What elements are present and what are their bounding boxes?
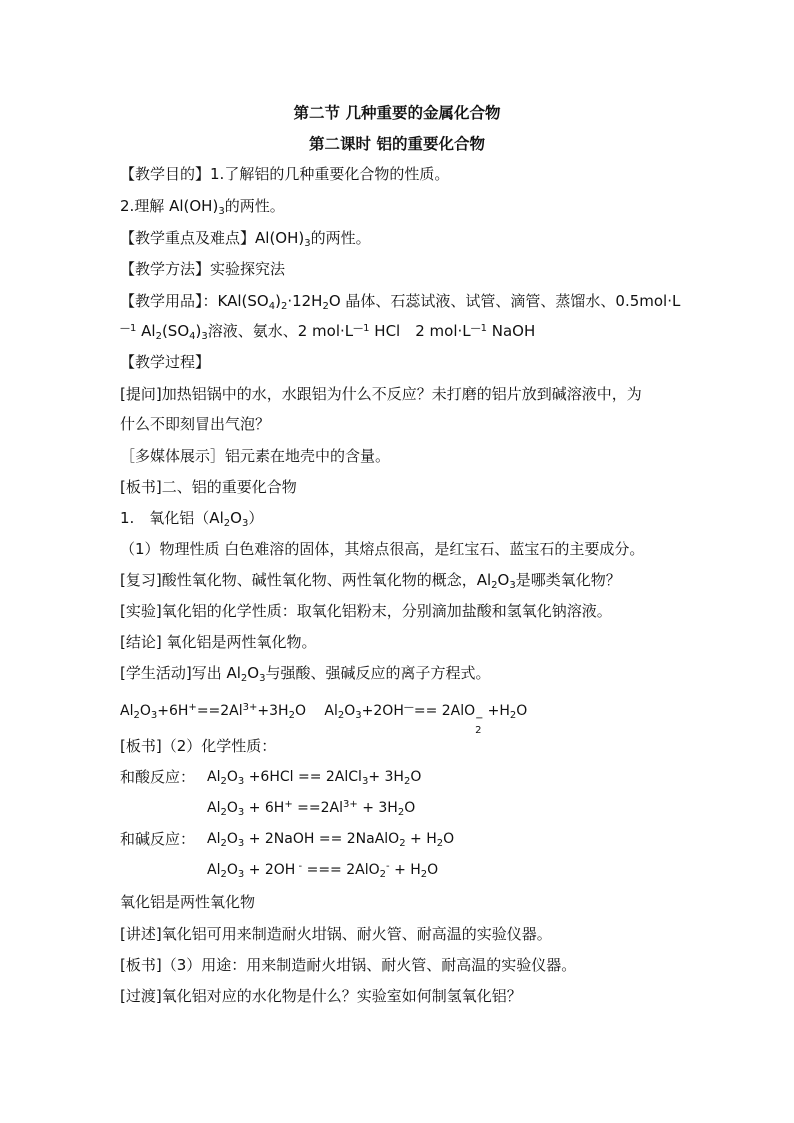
text-part: 是哪类氧化物？ bbox=[515, 571, 621, 589]
board-line-2: [板书]（2）化学性质： bbox=[120, 737, 277, 755]
superscript: - bbox=[295, 861, 303, 872]
subscript: 2 bbox=[420, 869, 428, 880]
text-part: Al bbox=[120, 703, 134, 719]
subscript: 2 bbox=[220, 807, 227, 818]
superscript: 3+ bbox=[343, 799, 358, 810]
subscript: 2 bbox=[280, 301, 288, 312]
subscript: 3 bbox=[237, 776, 245, 787]
acid-equation-2 bbox=[207, 798, 415, 818]
subscript: 2 bbox=[475, 725, 482, 736]
text-part: Al bbox=[207, 769, 221, 785]
text-part: O bbox=[226, 831, 238, 847]
experiment-line: [实验]氧化铝的化学性质：取氧化铝粉末，分别滴加盐酸和氢氧化钠溶液。 bbox=[120, 602, 612, 620]
text-part: O bbox=[247, 664, 260, 682]
text-part: Al bbox=[207, 831, 221, 847]
text-part: 2.理解 Al(OH) bbox=[120, 197, 219, 215]
objective-tag: 【教学目的】 bbox=[120, 165, 211, 183]
text-part: O bbox=[226, 800, 238, 816]
process-heading: 【教学过程】 bbox=[120, 353, 211, 371]
text-part: + H bbox=[389, 862, 421, 878]
text-part: O bbox=[230, 509, 242, 527]
text-part: + 2NaOH == 2NaAlO bbox=[244, 831, 400, 847]
supplies-tag: 【教学用品】 bbox=[120, 292, 203, 310]
text-part: + 3H bbox=[357, 800, 398, 816]
subscript: 2 bbox=[322, 301, 329, 312]
text-part: ==2Al bbox=[292, 800, 344, 816]
text-part: +2OH bbox=[361, 703, 404, 719]
subscript: 4 bbox=[189, 331, 196, 342]
text-part: +3H bbox=[257, 703, 289, 719]
text-part: + 3H bbox=[368, 769, 404, 785]
subscript: 2 bbox=[509, 710, 517, 721]
subscript: 2 bbox=[220, 776, 227, 787]
subscript: 3 bbox=[509, 580, 516, 591]
subscript: 2 bbox=[133, 710, 140, 721]
superscript: - bbox=[386, 861, 390, 872]
text-part: +H bbox=[483, 703, 510, 719]
subscript: 4 bbox=[268, 301, 276, 312]
subscript: 2 bbox=[240, 673, 248, 684]
text-part: 与强酸、强碱反应的离子方程式。 bbox=[265, 664, 491, 682]
lecture-line: [讲述]氧化铝可用来制造耐火坩锅、耐火管、耐高温的实验仪器。 bbox=[120, 925, 552, 943]
subscript: 3 bbox=[150, 710, 158, 721]
base-equation-1 bbox=[207, 829, 454, 849]
subscript: 2 bbox=[399, 838, 406, 849]
superscript: − bbox=[475, 713, 484, 724]
acid-label: 和酸反应： bbox=[120, 768, 196, 786]
text-part: Al bbox=[207, 800, 221, 816]
text-part: O Al bbox=[294, 703, 338, 719]
subscript: 2 bbox=[155, 331, 162, 342]
text-part: O bbox=[404, 800, 416, 816]
board-line-1: [板书]二、铝的重要化合物 bbox=[120, 478, 297, 496]
text-part: +6H bbox=[157, 703, 189, 719]
key-tag: 【教学重点及难点】 bbox=[120, 229, 256, 247]
text-part: NaOH bbox=[487, 322, 536, 340]
superscript: — bbox=[403, 702, 414, 713]
text-part: ·12H bbox=[287, 292, 323, 310]
text-part: Al(OH) bbox=[255, 229, 305, 247]
text-part: O bbox=[139, 703, 151, 719]
ionic-equations-line bbox=[120, 701, 528, 736]
question-line-1: [提问]加热铝锅中的水，水跟铝为什么不反应？未打磨的铝片放到碱溶液中，为 bbox=[120, 385, 642, 403]
text-part: Al bbox=[207, 862, 221, 878]
method-line bbox=[120, 259, 285, 279]
method-tag: 【教学方法】 bbox=[120, 260, 211, 278]
text-part: +6HCl == 2AlCl bbox=[244, 769, 362, 785]
text-part: [学生活动]写出 Al bbox=[120, 664, 241, 682]
subscript: 3 bbox=[237, 869, 245, 880]
subscript: 2 bbox=[223, 518, 231, 529]
subscript: 3 bbox=[218, 206, 225, 217]
text-part: ） bbox=[248, 509, 264, 527]
text-part: + 6H bbox=[244, 800, 285, 816]
text-part: 的两性。 bbox=[224, 197, 285, 215]
subscript: 3 bbox=[201, 331, 208, 342]
key-points-line bbox=[120, 228, 371, 248]
text-part: ) bbox=[195, 322, 202, 340]
text-part: ) bbox=[275, 292, 281, 310]
subscript: 3 bbox=[361, 776, 369, 787]
text-part: 的两性。 bbox=[310, 229, 371, 247]
text-part: O bbox=[443, 831, 455, 847]
objective2-line bbox=[120, 196, 285, 216]
text-part: O bbox=[344, 703, 356, 719]
text-part: (SO bbox=[161, 322, 190, 340]
text-part: + H bbox=[405, 831, 437, 847]
subscript: 2 bbox=[220, 838, 227, 849]
board-line-3: [板书]（3）用途：用来制造耐火坩锅、耐火管、耐高温的实验仪器。 bbox=[120, 956, 577, 974]
text-part: O bbox=[427, 862, 439, 878]
transition-line: [过渡]氧化铝对应的水化物是什么？实验室如何制氢氧化铝？ bbox=[120, 987, 522, 1005]
text-part: 1. 氧化铝（Al bbox=[120, 509, 224, 527]
text-part: 溶液、氨水、2 mol·L bbox=[207, 322, 354, 340]
activity-line bbox=[120, 663, 490, 683]
objective-line bbox=[120, 164, 449, 184]
text-part: O bbox=[497, 571, 510, 589]
text-part: ==2Al bbox=[196, 703, 243, 719]
acid-equation-1 bbox=[207, 767, 421, 787]
amphoteric-line: 氧化铝是两性氧化物 bbox=[120, 893, 256, 911]
text-part: HCl 2 mol·L bbox=[369, 322, 471, 340]
subscript: 3 bbox=[237, 807, 245, 818]
text-part: O 晶体、石蕊试液、试管、滴管、蒸馏水、0.5mol·L bbox=[328, 292, 681, 310]
subscript: 2 bbox=[397, 807, 405, 818]
subscript: 2 bbox=[220, 869, 227, 880]
item1-line bbox=[120, 508, 263, 528]
text-part: Al bbox=[136, 322, 156, 340]
physical-property-line: （1）物理性质 白色难溶的固体，其熔点很高，是红宝石、蓝宝石的主要成分。 bbox=[120, 540, 645, 558]
subscript: 3 bbox=[259, 673, 266, 684]
subscript: 3 bbox=[237, 838, 245, 849]
text-part: + 2OH bbox=[244, 862, 296, 878]
conclusion-line: [结论] 氧化铝是两性氧化物。 bbox=[120, 633, 317, 651]
superscript: —1 bbox=[353, 323, 370, 334]
superscript: —1 bbox=[470, 323, 487, 334]
superscript: —1 bbox=[120, 323, 137, 334]
text-part: O bbox=[410, 769, 422, 785]
superscript: 3+ bbox=[242, 702, 258, 713]
supplies-line-2 bbox=[120, 321, 535, 341]
section-title: 第二节 几种重要的金属化合物 bbox=[293, 104, 501, 122]
superscript: + bbox=[284, 799, 293, 810]
subscript: 2 bbox=[403, 776, 411, 787]
lesson-subtitle: 第二课时 铝的重要化合物 bbox=[309, 135, 485, 153]
base-equation-2 bbox=[207, 860, 438, 880]
text-part: ：KAl(SO bbox=[202, 292, 269, 310]
text-part: [复习]酸性氧化物、碱性氧化物、两性氧化物的概念，Al bbox=[120, 571, 492, 589]
text-part: O bbox=[226, 862, 238, 878]
subscript: 3 bbox=[355, 710, 362, 721]
method-text: 实验探究法 bbox=[210, 260, 286, 278]
subscript: 3 bbox=[304, 238, 311, 249]
media-line: ［多媒体展示］铝元素在地壳中的含量。 bbox=[120, 447, 391, 465]
text-part: O bbox=[516, 703, 528, 719]
text-part: O bbox=[226, 769, 238, 785]
subscript: 2 bbox=[436, 838, 444, 849]
review-line bbox=[120, 570, 621, 590]
text-part: == 2AlO bbox=[413, 703, 476, 719]
subscript: 2 bbox=[337, 710, 345, 721]
objective-text: 1.了解铝的几种重要化合物的性质。 bbox=[210, 165, 450, 183]
subscript: 2 bbox=[491, 580, 498, 591]
subscript: 2 bbox=[379, 869, 387, 880]
question-line-2: 什么不即刻冒出气泡？ bbox=[120, 415, 271, 433]
subscript: 3 bbox=[241, 518, 249, 529]
subscript: 2 bbox=[288, 710, 295, 721]
text-part: === 2AlO bbox=[302, 862, 380, 878]
supplies-line-1 bbox=[120, 291, 680, 311]
base-label: 和碱反应： bbox=[120, 830, 196, 848]
superscript: + bbox=[188, 702, 197, 713]
